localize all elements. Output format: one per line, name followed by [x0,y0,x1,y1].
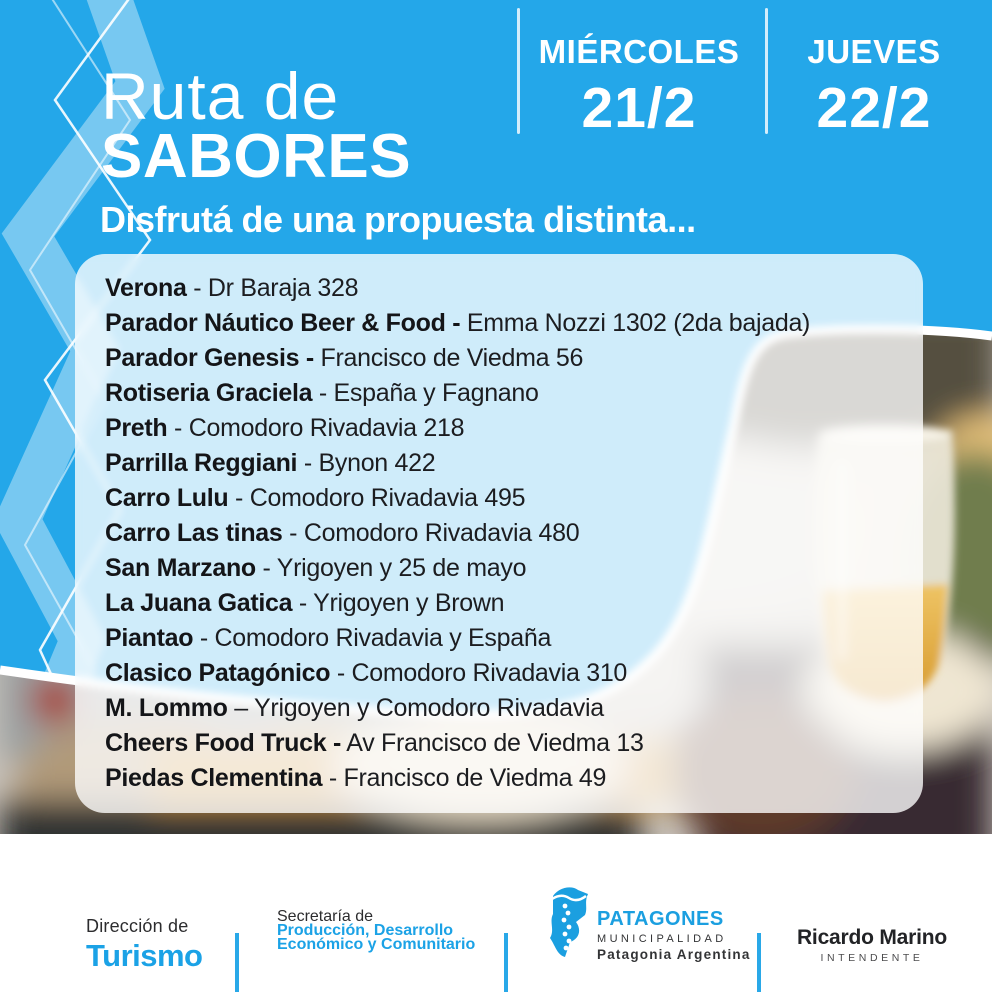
venue-item [105,481,923,516]
venue-item [105,271,923,306]
municipalidad-name: PATAGONES [597,908,724,930]
turismo-pretitle: Dirección de [86,916,189,936]
secretaria-line-3: Económico y Comunitario [277,936,476,953]
venue-item [105,551,923,586]
venue-name: Preth [105,414,168,442]
date-value: 22/2 [816,76,932,140]
venue-item [105,446,923,481]
venue-address: Av Francisco de Viedma 13 [341,729,644,757]
venue-name: Rotiseria Graciela [105,379,313,407]
date-value: 21/2 [581,76,697,140]
title-line-2: SABORES [101,122,412,191]
venue-item [105,411,923,446]
venue-address: Emma Nozzi 1302 (2da bajada) [460,309,811,337]
venue-name: Carro Lulu [105,484,229,512]
footer-divider [235,933,239,992]
venue-item [105,621,923,656]
venue-item [105,341,923,376]
venue-item [105,761,923,796]
schedule-divider [765,8,768,134]
venue-item [105,516,923,551]
schedule-day-wednesday [520,33,758,141]
footer-secretaria-block [277,910,475,952]
venue-address: - Yrigoyen y 25 de mayo [255,554,527,582]
venue-name: Parador Náutico Beer & Food - [105,309,461,337]
secretaria-pretitle: Secretaría de [277,908,374,925]
intendente-role: INTENDENTE [820,952,924,964]
weekday-label: MIÉRCOLES [538,33,740,70]
venue-address: - Yrigoyen y Brown [292,589,505,617]
venue-name: Carro Las tinas [105,519,283,547]
municipalidad-tagline: Patagonia Argentina [597,947,751,962]
venue-item [105,726,923,761]
venue-address: - Comodoro Rivadavia 218 [167,414,465,442]
venue-address: Francisco de Viedma 56 [313,344,584,372]
venue-item [105,656,923,691]
venue-item [105,376,923,411]
title-block [101,59,412,191]
municipalidad-subtitle: MUNICIPALIDAD [597,933,727,945]
venue-address: - Comodoro Rivadavia 480 [282,519,580,547]
venue-item [105,586,923,621]
footer-divider [757,933,761,992]
footer [0,834,992,992]
venue-address: - Francisco de Viedma 49 [322,764,607,792]
footer-turismo-block [86,916,203,974]
venue-item [105,691,923,726]
venue-name: Piedas Clementina [105,764,323,792]
weekday-label: JUEVES [807,33,941,70]
secretaria-line-2: Producción, Desarrollo [277,922,454,939]
footer-intendente-block [793,926,951,964]
venue-address: - España y Fagnano [312,379,539,407]
venue-address: - Bynon 422 [297,449,436,477]
venue-name: San Marzano [105,554,256,582]
footer-divider [504,933,508,992]
venue-name: Parador Genesis - [105,344,314,372]
venue-address: - Comodoro Rivadavia 495 [228,484,526,512]
venue-address: - Comodoro Rivadavia 310 [330,659,628,687]
footer-municipalidad-block [544,884,751,962]
venue-item [105,306,923,341]
patagones-map-icon [544,885,590,961]
title-line-1: Ruta de [101,59,340,133]
venues-card [75,254,923,813]
schedule-day-thursday [770,33,978,141]
venue-address: - Dr Baraja 328 [186,274,359,302]
venue-name: Verona [105,274,187,302]
venue-name: M. Lommo [105,694,228,722]
venue-name: Piantao [105,624,194,652]
venue-name: Clasico Patagónico [105,659,331,687]
subtitle: Disfrutá de una propuesta distinta... [100,199,696,240]
municipalidad-text [597,884,751,962]
venue-address: - Comodoro Rivadavia y España [193,624,552,652]
intendente-name: Ricardo Marino [796,926,948,949]
venue-name: Parrilla Reggiani [105,449,298,477]
venue-name: La Juana Gatica [105,589,293,617]
venue-name: Cheers Food Truck - [105,729,342,757]
venue-address: – Yrigoyen y Comodoro Rivadavia [227,694,604,722]
turismo-title: Turismo [86,938,203,973]
